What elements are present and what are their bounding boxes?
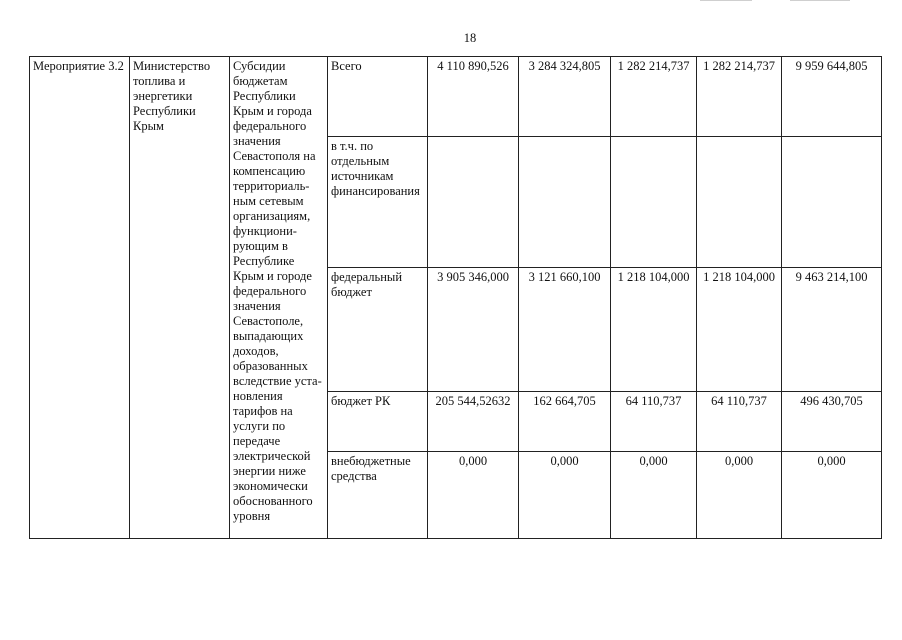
value-cell [611, 137, 697, 268]
value-cell: 9 959 644,805 [782, 57, 882, 137]
source-cell: в т.ч. по отдельным источникам финансирования [328, 137, 428, 268]
value-cell: 1 218 104,000 [697, 268, 782, 392]
value-cell: 0,000 [428, 452, 519, 539]
value-cell [428, 137, 519, 268]
executor-cell: Министерство топлива и энергетики Республики Крым [130, 57, 230, 539]
value-cell: 1 282 214,737 [697, 57, 782, 137]
source-cell: федеральный бюджет [328, 268, 428, 392]
value-cell: 162 664,705 [519, 392, 611, 452]
value-cell: 0,000 [782, 452, 882, 539]
value-cell: 3 905 346,000 [428, 268, 519, 392]
value-cell: 1 282 214,737 [611, 57, 697, 137]
scan-artifact [790, 0, 850, 1]
page-number: 18 [463, 31, 477, 45]
value-cell: 0,000 [611, 452, 697, 539]
value-cell: 3 121 660,100 [519, 268, 611, 392]
measure-code-cell: Мероприятие 3.2 [30, 57, 130, 539]
table-row [30, 57, 882, 137]
value-cell: 205 544,52632 [428, 392, 519, 452]
source-cell: Всего [328, 57, 428, 137]
value-cell: 3 284 324,805 [519, 57, 611, 137]
value-cell: 1 218 104,000 [611, 268, 697, 392]
value-cell: 64 110,737 [611, 392, 697, 452]
value-cell: 64 110,737 [697, 392, 782, 452]
value-cell: 4 110 890,526 [428, 57, 519, 137]
source-cell: внебюджетные средства [328, 452, 428, 539]
value-cell: 496 430,705 [782, 392, 882, 452]
value-cell: 0,000 [697, 452, 782, 539]
value-cell [697, 137, 782, 268]
scan-artifact [700, 0, 752, 1]
value-cell [519, 137, 611, 268]
funding-table [29, 56, 882, 539]
source-cell: бюджет РК [328, 392, 428, 452]
value-cell: 0,000 [519, 452, 611, 539]
value-cell: 9 463 214,100 [782, 268, 882, 392]
value-cell [782, 137, 882, 268]
measure-description-cell: Субсидии бюджетам Республики Крым и города федерального значения Севастополя на компенсацию территориаль-ным сетевым организациям, функциони-рующим в Республике Крым и городе федерального значения Севастополе, выпадающих доходов, образованных вследствие уста-новления тарифов на услуги по передаче электрической энергии ниже экономически обоснованного уровня [230, 57, 328, 539]
